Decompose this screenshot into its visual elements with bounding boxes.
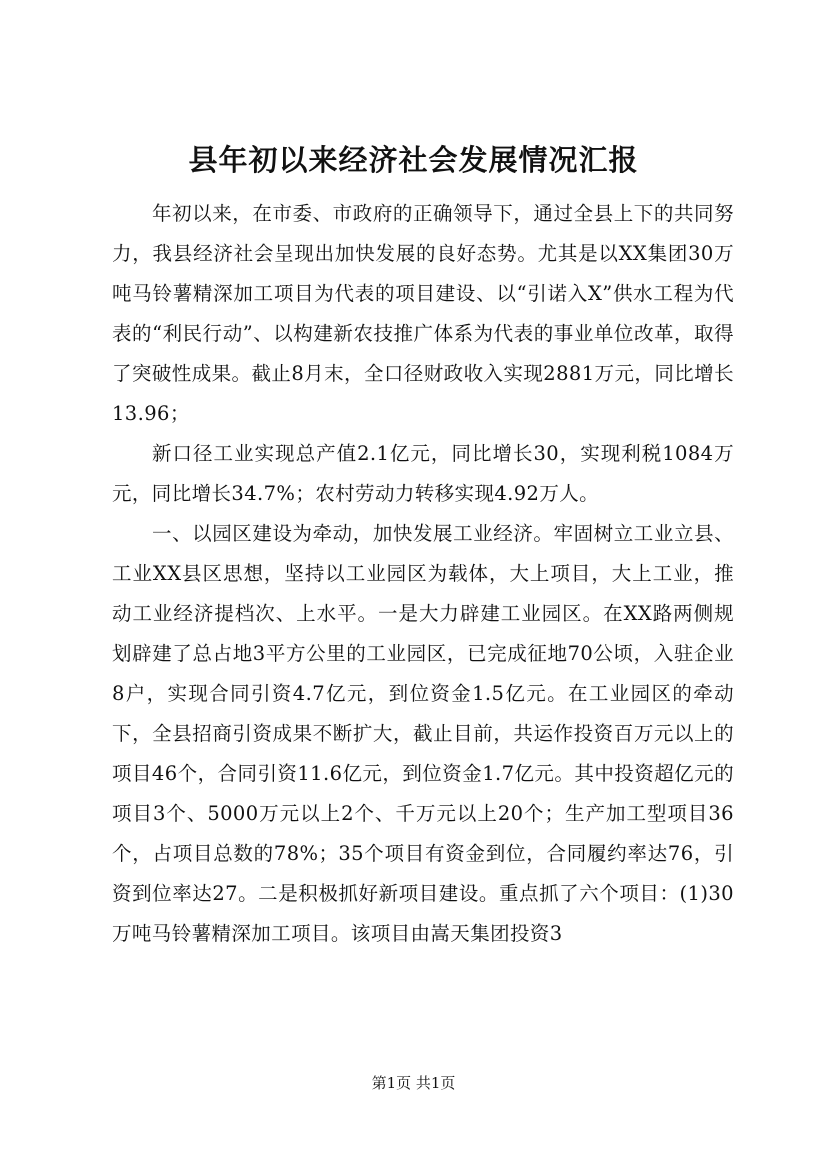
document-body: [112, 194, 734, 954]
paragraph-2: 新口径工业实现总产值2.1亿元，同比增长30，实现利税1084万元，同比增长34.7%；农村劳动力转移实现4.92万人。: [112, 442, 734, 505]
paragraph-1: 年初以来，在市委、市政府的正确领导下，通过全县上下的共同努力，我县经济社会呈现出加快发展的良好态势。尤其是以XX集团30万吨马铃薯精深加工项目为代表的项目建设、以“引诺入X”供水工程为代表的“利民行动”、以构建新农技推广体系为代表的事业单位改革，取得了突破性成果。截止8月末，全口径财政收入实现2881万元，同比增长13.96；: [112, 202, 734, 425]
paragraph-3: 一、以园区建设为牵动，加快发展工业经济。牢固树立工业立县、工业XX县区思想，坚持以工业园区为载体，大上项目，大上工业，推动工业经济提档次、上水平。一是大力辟建工业园区。在XX路两侧规划辟建了总占地3平方公里的工业园区，已完成征地70公顷，入驻企业8户，实现合同引资4.7亿元，到位资金1.5亿元。在工业园区的牵动下，全县招商引资成果不断扩大，截止目前，共运作投资百万元以上的项目46个，合同引资11.6亿元，到位资金1.7亿元。其中投资超亿元的项目3个、5000万元以上2个、千万元以上20个；生产加工型项目36个，占项目总数的78%；35个项目有资金到位，合同履约率达76，引资到位率达27。二是积极抓好新项目建设。重点抓了六个项目：(1)30万吨马铃薯精深加工项目。该项目由嵩天集团投资3: [112, 522, 734, 945]
page-footer: 第1页 共1页: [371, 1074, 456, 1092]
document-title: 县年初以来经济社会发展情况汇报: [188, 143, 639, 177]
